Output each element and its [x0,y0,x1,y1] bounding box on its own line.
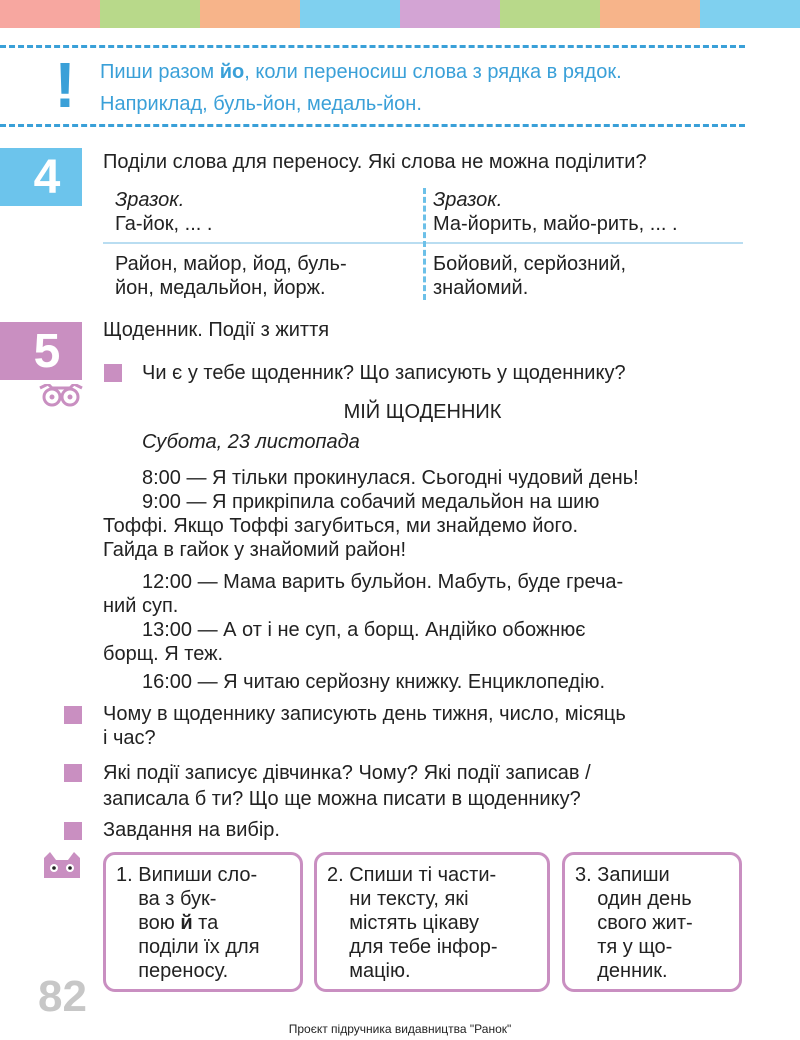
color-segment [300,0,400,28]
spelling-rule [100,56,622,120]
diary-line: 8:00 — Я тільки прокинулася. Сьогодні чудовий день! [142,467,639,489]
choice-card-1 [103,852,303,992]
choice-card-3 [562,852,742,992]
choice-3-text: 3. Запиши один день свого жит- тя у що- денник. [575,864,693,982]
diary-line: Гайда в гайок у знайомий район! [103,539,407,561]
right-sample-label: Зразок. [433,189,503,211]
color-segment [400,0,500,28]
cat-icon [40,852,84,882]
color-segment [0,0,100,28]
question-2-line-2: і час? [103,727,156,749]
color-segment [600,0,700,28]
color-segment [700,0,800,28]
choice-1-text: 1. Випиши сло- ва з бук- вою й та поділи їх для переносу. [116,864,260,982]
bullet-square [64,764,82,782]
page-number: 82 [38,972,87,1021]
choice-2-text: 2. Спиши ті части- ни тексту, які містять цікаву для тебе інфор- мацію. [327,864,498,982]
task-5-badge: 5 [0,322,82,380]
question-3-line-1: Які події записує дівчинка? Чому? Які події записав / [103,762,591,784]
rule-bottom-divider [0,124,745,127]
table-column-divider [423,188,426,300]
bullet-square [104,364,122,382]
right-words-line-1: Бойовий, серйозний, [433,253,627,275]
left-words-line-1: Район, майор, йод, буль- [115,253,347,275]
choice-1-highlight: й [180,912,193,934]
task-5-title: Щоденник. Події з життя [103,319,330,341]
task-4-prompt: Поділи слова для переносу. Які слова не можна поділити? [103,151,647,173]
bullet-square [64,706,82,724]
task-4-badge: 4 [0,148,82,206]
top-color-bar [0,0,800,28]
diary-line: борщ. Я теж. [103,643,224,665]
rule-line-1: Пиши разом йо, коли переносиш слова з рядка в рядок. [100,61,622,83]
diary-line: 12:00 — Мама варить бульйон. Мабуть, буде греча- [142,571,624,593]
diary-line: ний суп. [103,595,179,617]
question-4: Завдання на вибір. [103,819,280,841]
rule-line-2: Наприклад, буль-йон, медаль-йон. [100,93,422,115]
color-segment [100,0,200,28]
rule-highlight: йо [219,61,245,83]
left-sample-label: Зразок. [115,189,185,211]
question-2-line-1: Чому в щоденнику записують день тижня, число, місяць [103,703,626,725]
bullet-square [64,822,82,840]
exclamation-icon: ! [54,49,76,121]
footer-note: Проєкт підручника видавництва "Ранок" [288,1022,512,1036]
color-segment [500,0,600,28]
choice-card-2 [314,852,550,992]
task-4-table [103,184,743,304]
right-words-line-2: знайомий. [433,277,529,299]
left-words-line-2: йон, медальйон, йорж. [115,277,326,299]
diary-title: МІЙ ЩОДЕННИК [343,401,502,423]
diary-date: Субота, 23 листопада [142,431,360,453]
diary-line: 9:00 — Я прикріпила собачий медальйон на шию [142,491,600,513]
right-sample-text: Ма-йорить, майо-рить, ... . [433,213,678,235]
rule-top-divider [0,45,745,48]
color-segment [200,0,300,28]
diary-line: 16:00 — Я читаю серйозну книжку. Енциклопедію. [142,671,606,693]
diary-line: 13:00 — А от і не суп, а борщ. Андійко обожнює [142,619,586,641]
left-sample-text: Га-йок, ... . [115,213,213,235]
question-1: Чи є у тебе щоденник? Що записують у щоденнику? [142,362,626,384]
question-3-line-2: записала б ти? Що ще можна писати в щоденнику? [103,788,581,810]
diary-line: Тоффі. Якщо Тоффі загубиться, ми знайдемо його. [103,515,579,537]
